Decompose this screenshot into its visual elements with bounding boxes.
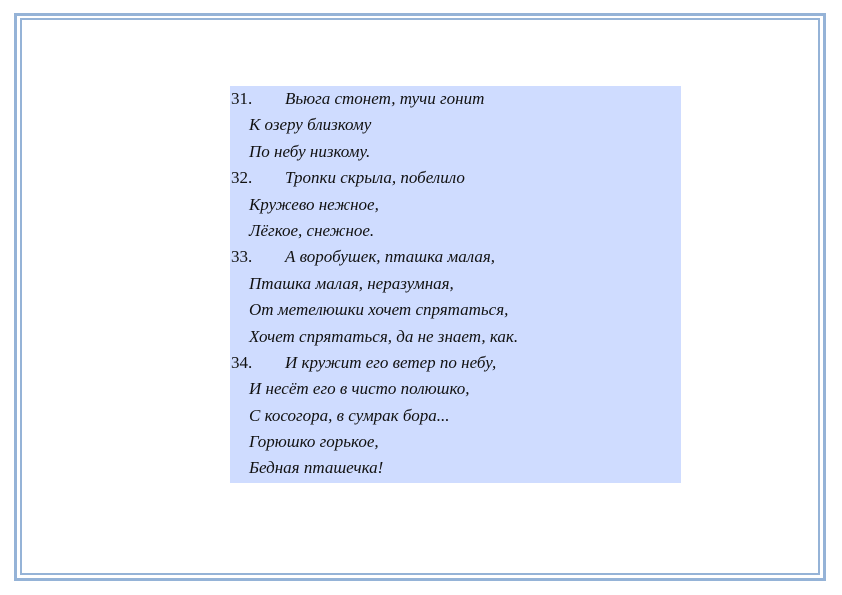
poem-text-box bbox=[230, 86, 681, 483]
poem-line: С косогора, в сумрак бора... bbox=[249, 405, 450, 425]
poem-line: И кружит его ветер по небу, bbox=[285, 352, 497, 372]
stanza-32-line-1 bbox=[230, 165, 681, 191]
poem-line: К озеру близкому bbox=[249, 115, 372, 135]
stanza-31-line-2 bbox=[230, 112, 681, 138]
poem-line: Кружево нежное, bbox=[249, 194, 379, 214]
stanza-34-line-2 bbox=[230, 376, 681, 402]
poem-line: Вьюга стонет, тучи гонит bbox=[285, 89, 485, 108]
stanza-33-line-3 bbox=[230, 297, 681, 323]
poem-line: Пташка малая, неразумная, bbox=[249, 273, 454, 293]
stanza-33-line-1 bbox=[230, 244, 681, 270]
stanza-number: 31. bbox=[231, 89, 253, 108]
poem-line: А воробушек, пташка малая, bbox=[285, 247, 495, 267]
stanza-33-line-4 bbox=[230, 324, 681, 350]
stanza-34-line-3 bbox=[230, 403, 681, 429]
stanza-34-line-5 bbox=[230, 455, 681, 481]
poem-line: Бедная пташечка! bbox=[249, 458, 384, 478]
stanza-number: 33. bbox=[231, 247, 253, 267]
poem-line: Лёгкое, снежное. bbox=[249, 220, 375, 240]
stanza-number: 32. bbox=[231, 168, 253, 188]
poem-line: Горюшко горькое, bbox=[249, 432, 379, 452]
poem-line: Хочет спрятаться, да не знает, как. bbox=[249, 326, 519, 346]
poem-line: Тропки скрыла, побелило bbox=[285, 168, 465, 188]
stanza-31-line-3 bbox=[230, 139, 681, 165]
poem-line: По небу низкому. bbox=[249, 141, 371, 161]
stanza-31-line-1 bbox=[230, 86, 681, 112]
stanza-34-line-1 bbox=[230, 350, 681, 376]
poem-line: От метелюшки хочет спрятаться, bbox=[249, 300, 509, 320]
stanza-number: 34. bbox=[231, 352, 253, 372]
poem-line: И несёт его в чисто полюшко, bbox=[249, 379, 470, 399]
stanza-32-line-2 bbox=[230, 192, 681, 218]
stanza-34-line-4 bbox=[230, 429, 681, 455]
stanza-32-line-3 bbox=[230, 218, 681, 244]
stanza-33-line-2 bbox=[230, 271, 681, 297]
